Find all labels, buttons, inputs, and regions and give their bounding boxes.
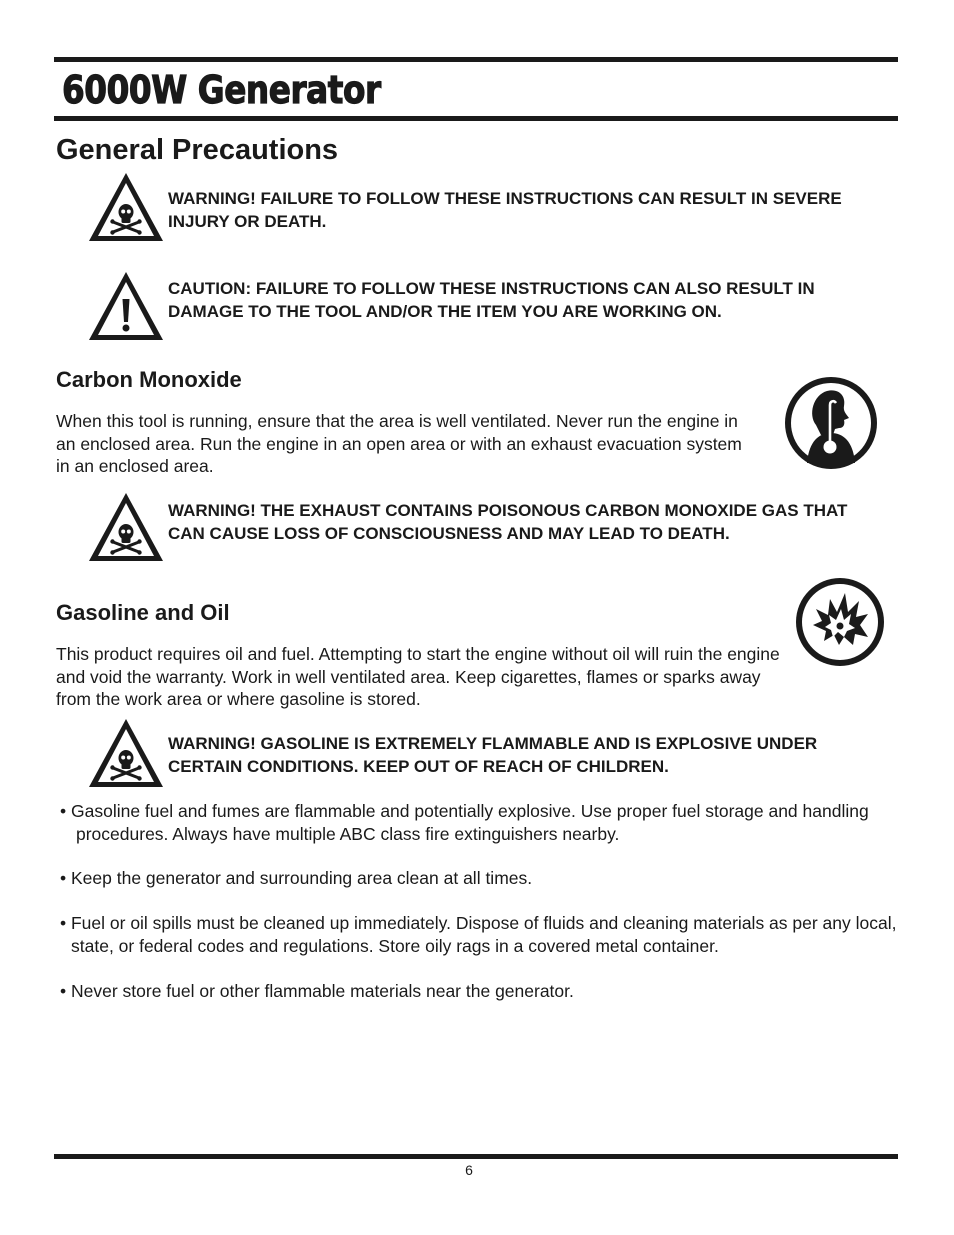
carbon-monoxide-warning-text: WARNING! THE EXHAUST CONTAINS POISONOUS CARBON MONOXIDE GAS THAT CAN CAUSE LOSS OF CONSCIOUSNESS AND MAY LEAD TO DEATH. [168,501,848,543]
list-item: • Never store fuel or other flammable materials near the generator. [60,981,574,1001]
explosion-hazard-icon [795,577,885,667]
caution-text-general: CAUTION: FAILURE TO FOLLOW THESE INSTRUCTIONS CAN ALSO RESULT IN DAMAGE TO THE TOOL AND/OR THE ITEM YOU ARE WORKING ON. [168,279,815,321]
header-bottom-rule [54,116,898,121]
gasoline-oil-body: This product requires oil and fuel. Attempting to start the engine without oil will ruin the engine and void the warranty. Work in well ventilated area. Keep cigarettes, flames or sparks away from the work area or where gasoline is stored. [56,644,780,709]
skull-crossbones-warning-icon [86,716,166,790]
gasoline-oil-heading: Gasoline and Oil [56,600,230,625]
list-item: • Keep the generator and surrounding area clean at all times. [60,868,533,888]
exclamation-warning-icon [86,269,166,343]
header-top-rule [54,57,898,62]
skull-crossbones-warning-icon [86,170,166,244]
carbon-monoxide-body: When this tool is running, ensure that the area is well ventilated. Never run the engine in an enclosed area. Run the engine in an open area or with an exhaust evacuation system in an enclosed area. [56,411,742,476]
list-item: • Fuel or oil spills must be cleaned up immediately. Dispose of fluids and cleaning materials as per any local, state, or federal codes and regulations. Store oily rags in a covered metal container. [60,913,897,956]
inhalation-hazard-icon [783,375,879,471]
document-title: 6000W Generator [62,68,381,112]
skull-crossbones-warning-icon [86,490,166,564]
gasoline-warning-text: WARNING! GASOLINE IS EXTREMELY FLAMMABLE AND IS EXPLOSIVE UNDER CERTAIN CONDITIONS. KEEP OUT OF REACH OF CHILDREN. [168,734,818,776]
section-title: General Precautions [56,134,339,166]
list-item: • Gasoline fuel and fumes are flammable and potentially explosive. Use proper fuel storage and handling procedures. Always have multiple ABC class fire extinguishers nearby. [60,801,869,844]
warning-text-general: WARNING! FAILURE TO FOLLOW THESE INSTRUCTIONS CAN RESULT IN SEVERE INJURY OR DEATH. [168,189,842,231]
carbon-monoxide-heading: Carbon Monoxide [56,367,242,392]
footer-rule [54,1154,898,1159]
page-number: 6 [465,1162,473,1178]
